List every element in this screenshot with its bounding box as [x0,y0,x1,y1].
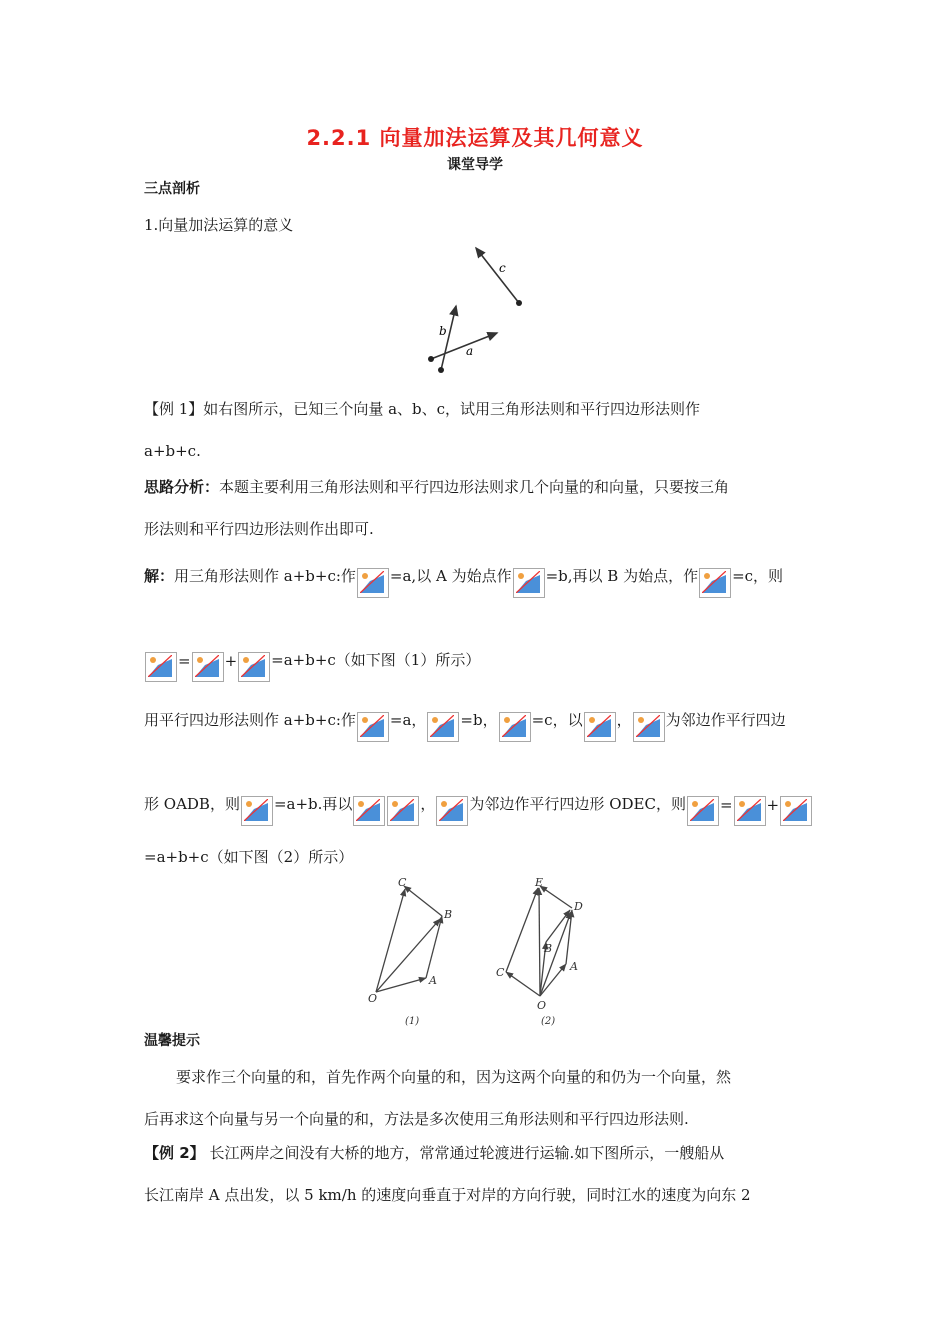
solution-text: = [178,652,191,670]
solution-line5: =a+b+c（如下图（2）所示） [144,848,354,866]
solution-text: 为邻边作平行四边形 ODEC，则 [469,795,686,813]
solution-line1 [144,556,783,586]
vector-figure-2 [360,872,600,1036]
item-heading: 1.向量加法运算的意义 [144,216,294,234]
solution-text: 为邻边作平行四边 [665,711,786,729]
solution-text: 形 OADB，则 [144,795,240,813]
vector-figure-1 [415,238,535,382]
solution-text: =a+b.再以 [273,795,353,813]
analysis-line1 [144,476,729,497]
broken-image-icon [387,796,419,826]
analysis-label: 思路分析： [144,478,220,496]
solution-text: + [766,796,780,814]
svg-text:E: E [535,876,544,889]
solution-text: ， [420,795,436,813]
svg-text:D: D [574,900,583,913]
tips-line1: 要求作三个向量的和，首先作两个向量的和，因为这两个向量的和仍为一个向量，然 [176,1068,732,1086]
svg-text:C: C [398,876,407,889]
example1-line2: a+b+c. [144,442,201,460]
solution-text: =b， [460,711,498,729]
solution-text: = [719,796,733,814]
svg-text:(2): (2) [541,1016,556,1027]
solution-text: ， [616,711,632,729]
label-b: b [439,324,447,338]
broken-image-icon [357,712,389,742]
broken-image-icon [734,796,766,826]
broken-image-icon [145,652,177,682]
page-title: 2.2.1 向量加法运算及其几何意义 [306,126,644,150]
section-heading: 三点剖析 [144,181,200,197]
svg-text:O: O [537,999,547,1012]
solution-text: =b,再以 B 为始点，作 [545,567,699,585]
broken-image-icon [513,568,545,598]
vector-b [441,306,456,370]
broken-image-icon [687,796,719,826]
label-a: a [466,344,474,358]
broken-image-icon [427,712,459,742]
svg-text:C: C [496,966,505,979]
solution-text: =c，则 [732,567,784,585]
analysis-line2: 形法则和平行四边形法则作出即可. [144,520,374,538]
solution-label: 解： [144,567,175,585]
solution-line3 [144,700,786,730]
figure-parallelogram-rule [506,886,572,996]
broken-image-icon [241,796,273,826]
broken-image-icon [633,712,665,742]
broken-image-icon [499,712,531,742]
solution-text: =a+b+c（如下图（1）所示） [271,651,481,669]
solution-text: 用平行四边形法则作 a+b+c:作 [144,711,356,729]
solution-text: 用三角形法则作 a+b+c:作 [174,567,356,585]
vector-c [476,248,519,303]
example2-label: 【例 2】 [144,1144,205,1162]
page-subtitle: 课堂导学 [447,157,503,173]
broken-image-icon [357,568,389,598]
solution-text: + [224,652,238,670]
example2-line2: 长江南岸 A 点出发，以 5 km/h 的速度向垂直于对岸的方向行驶，同时江水的速度为向东 2 [144,1186,751,1204]
solution-text: =a,以 A 为始点作 [389,567,512,585]
svg-text:(1): (1) [405,1016,420,1027]
solution-text: =a， [389,711,427,729]
svg-text:B: B [544,942,553,955]
broken-image-icon [699,568,731,598]
tips-heading: 温馨提示 [144,1033,200,1049]
broken-image-icon [436,796,468,826]
solution-line4 [144,784,813,814]
svg-text:A: A [570,960,578,973]
broken-image-icon [238,652,270,682]
example1-line1: 【例 1】如右图所示，已知三个向量 a、b、c，试用三角形法则和平行四边形法则作 [144,400,701,418]
solution-line2 [144,640,480,670]
solution-text: =c，以 [531,711,583,729]
broken-image-icon [584,712,616,742]
broken-image-icon [192,652,224,682]
svg-text:A: A [429,974,437,987]
broken-image-icon [353,796,385,826]
svg-text:B: B [444,908,453,921]
tips-line2: 后再求这个向量与另一个向量的和，方法是多次使用三角形法则和平行四边形法则. [144,1110,689,1128]
label-c: c [499,261,506,275]
example2-text: 长江两岸之间没有大桥的地方，常常通过轮渡进行运输.如下图所示，一艘船从 [204,1144,725,1162]
example2-line1 [144,1142,724,1163]
svg-text:O: O [368,992,378,1005]
analysis-text: 本题主要利用三角形法则和平行四边形法则求几个向量的和向量，只要按三角 [219,478,730,496]
broken-image-icon [780,796,812,826]
